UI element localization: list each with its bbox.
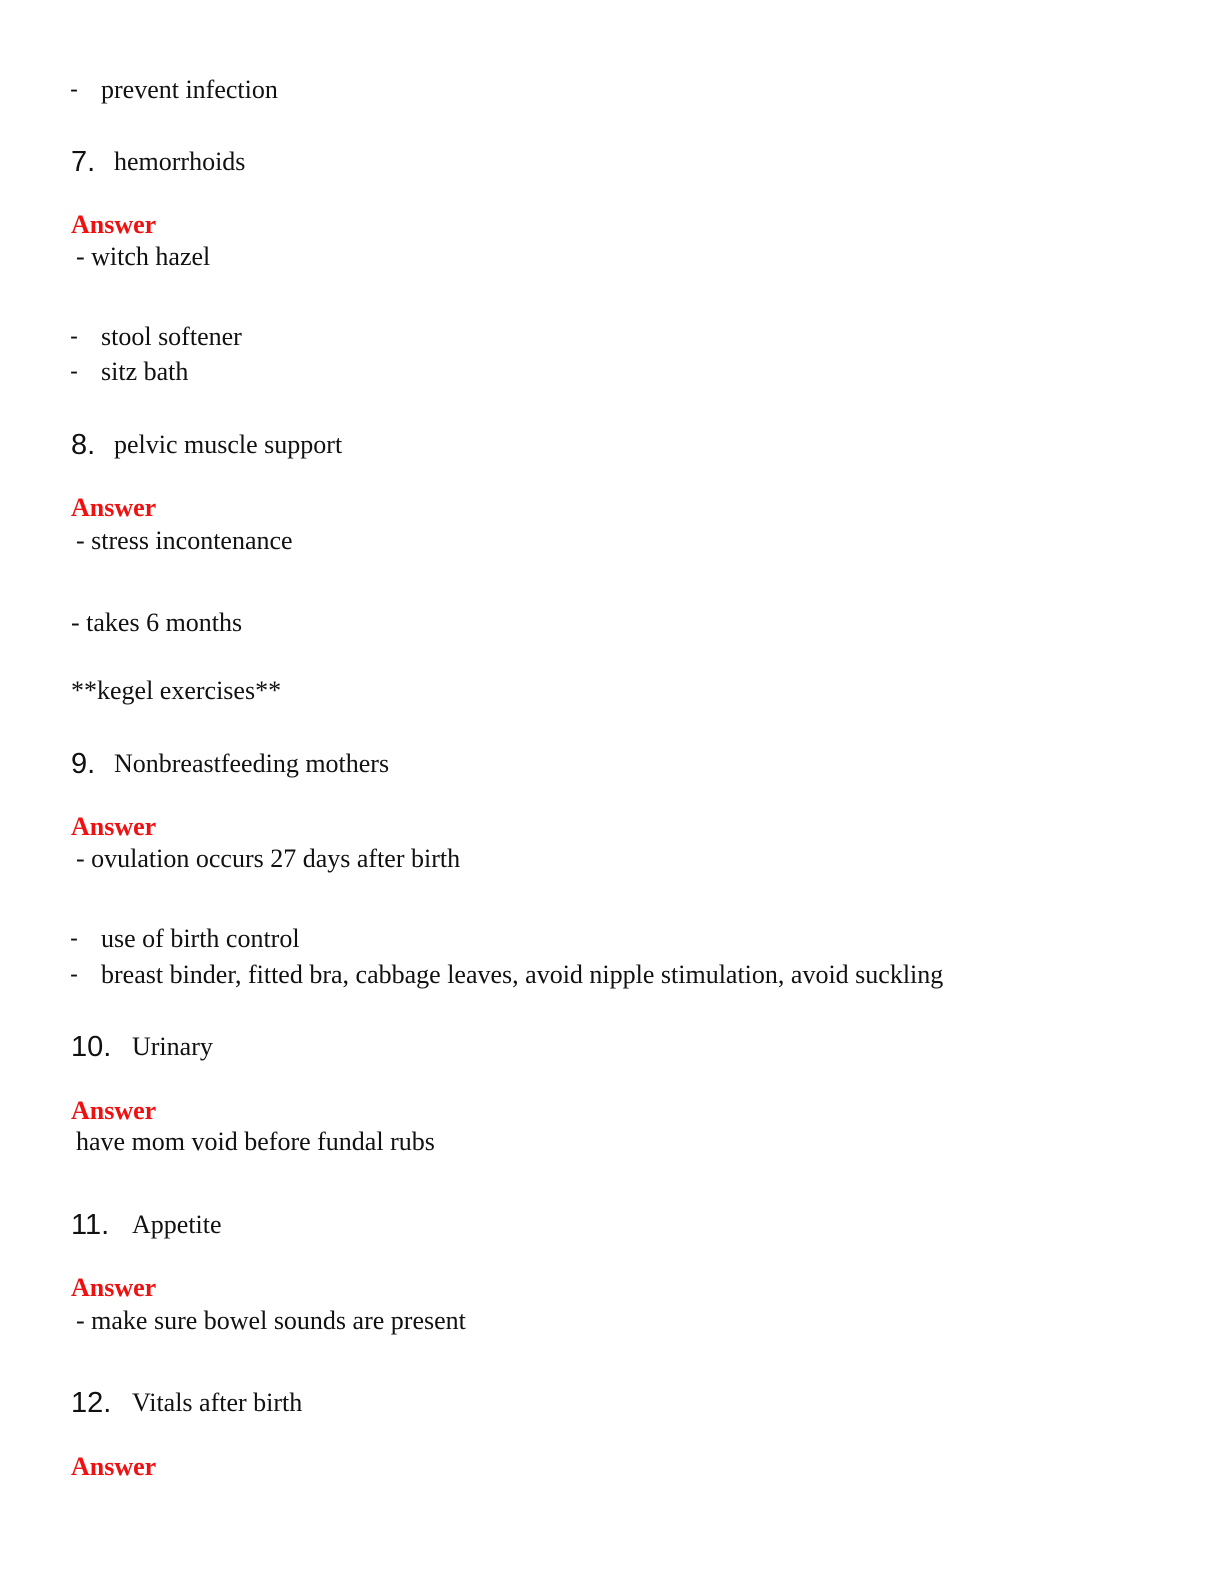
bullet-dash: - [70, 358, 78, 385]
bullet-dash: - [70, 76, 78, 103]
question-number: 9. [71, 748, 96, 780]
question-text: Urinary [132, 1032, 213, 1061]
bullet-dash: - [70, 925, 78, 952]
question-number: 10. [71, 1031, 112, 1063]
answer-text: - stress incontenance [76, 526, 293, 555]
answer-label: Answer [71, 1452, 157, 1481]
question-number: 11. [71, 1209, 110, 1241]
bullet-text: breast binder, fitted bra, cabbage leaves, avoid nipple stimulation, avoid suckling [101, 960, 944, 989]
bullet-dash: - [70, 961, 78, 988]
question-number: 8. [71, 429, 96, 461]
bullet-text: use of birth control [101, 924, 300, 953]
answer-text: - make sure bowel sounds are present [76, 1306, 466, 1335]
bullet-text: sitz bath [101, 357, 189, 386]
question-number: 12. [71, 1387, 112, 1419]
answer-label: Answer [71, 1096, 157, 1125]
answer-text: have mom void before fundal rubs [76, 1127, 435, 1156]
bullet-text: prevent infection [101, 75, 278, 104]
bullet-text: stool softener [101, 322, 242, 351]
question-text: hemorrhoids [114, 147, 246, 176]
question-text: Vitals after birth [132, 1388, 303, 1417]
question-text: pelvic muscle support [114, 430, 343, 459]
answer-text: - witch hazel [76, 242, 211, 271]
plain-text: - takes 6 months [71, 608, 243, 637]
question-text: Nonbreastfeeding mothers [114, 749, 390, 778]
question-text: Appetite [132, 1210, 222, 1239]
answer-label: Answer [71, 812, 157, 841]
answer-label: Answer [71, 493, 157, 522]
answer-text: - ovulation occurs 27 days after birth [76, 844, 461, 873]
bullet-dash: - [70, 323, 78, 350]
answer-label: Answer [71, 1273, 157, 1302]
plain-text: **kegel exercises** [71, 676, 282, 705]
answer-label: Answer [71, 210, 157, 239]
question-number: 7. [71, 146, 96, 178]
